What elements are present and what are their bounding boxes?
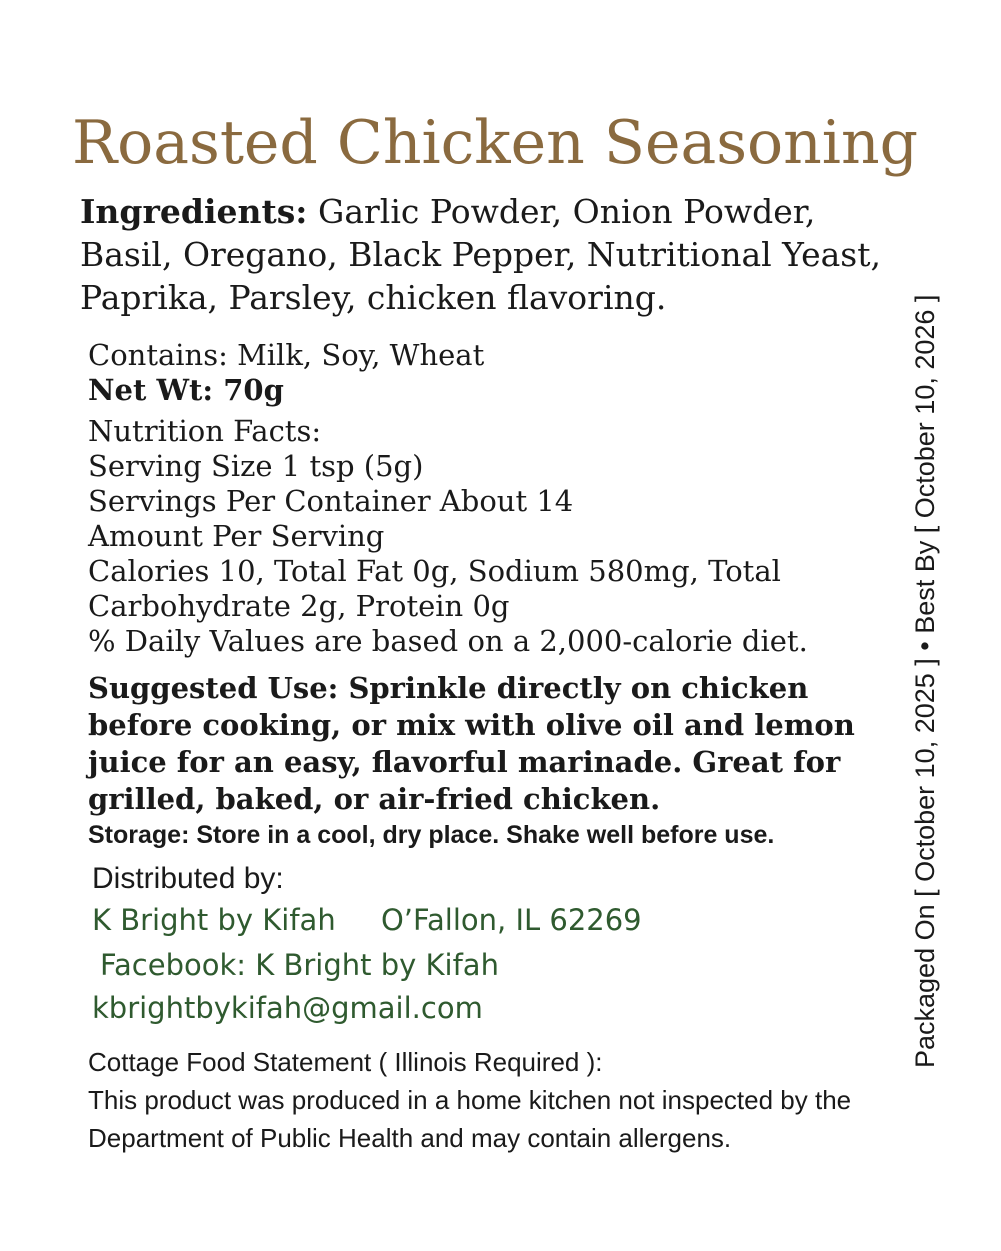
suggested-use: Suggested Use: Sprinkle directly on chicken before cooking, or mix with olive oil and lemon juice for an easy, flavorful marinade. Great for grilled, baked, or air-fried chicken.	[88, 671, 855, 816]
cottage-text: This product was produced in a home kitchen not inspected by the Department of Public Health and may contain allergens.	[88, 1085, 852, 1153]
cottage-heading: Cottage Food Statement ( Illinois Required ):	[88, 1047, 603, 1077]
nutrition-values: Calories 10, Total Fat 0g, Sodium 580mg, Total Carbohydrate 2g, Protein 0g	[88, 554, 781, 623]
product-title: Roasted Chicken Seasoning	[71, 108, 919, 178]
info-block	[88, 338, 888, 659]
daily-values-note: % Daily Values are based on a 2,000-calorie diet.	[88, 624, 808, 658]
allergens-line: Contains: Milk, Soy, Wheat	[88, 338, 485, 372]
ingredients-block	[80, 190, 900, 319]
distributor-location: O’Fallon, IL 62269	[380, 903, 642, 937]
distributor-line	[92, 900, 642, 940]
serving-size: Serving Size 1 tsp (5g)	[88, 449, 424, 483]
distributor-name: K Bright by Kifah	[92, 903, 336, 937]
net-weight: Net Wt: 70g	[88, 373, 284, 407]
amount-per-serving: Amount Per Serving	[88, 519, 385, 553]
packaged-best-by-dates: Packaged On [ October 10, 2025 ] • Best By [ October 10, 2026 ]	[910, 294, 940, 1068]
nutrition-heading: Nutrition Facts:	[88, 414, 322, 448]
distributor-facebook: Facebook: K Bright by Kifah	[100, 948, 499, 982]
storage-instructions: Storage: Store in a cool, dry place. Shake well before use.	[88, 821, 775, 849]
ingredients-text: Garlic Powder, Onion Powder, Basil, Oregano, Black Pepper, Nutritional Yeast, Paprika, Parsley, chicken flavoring.	[80, 192, 881, 317]
servings-per-container: Servings Per Container About 14	[88, 484, 574, 518]
cottage-food-statement	[88, 1043, 908, 1157]
distributor-heading: Distributed by:	[92, 862, 284, 895]
distributor-email: kbrightbykifah@gmail.com	[92, 991, 483, 1025]
ingredients-label: Ingredients:	[80, 192, 308, 231]
